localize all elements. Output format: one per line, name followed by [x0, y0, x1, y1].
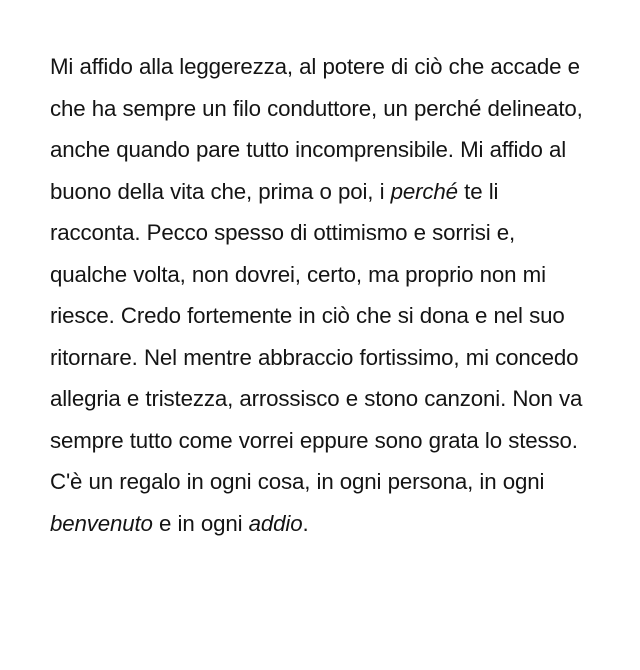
text-run: .	[302, 510, 309, 536]
text-run: Mi affido alla leggerezza, al potere di ciò che accade e che ha sempre un filo conduttore, un perché delineato, anche quando pare tutto incomprensibile. Mi affido al buono della vita che, prima o poi, i	[50, 54, 583, 204]
text-run: e in ogni	[152, 510, 249, 536]
emphasized-word: perché	[390, 178, 458, 204]
text-run: te li racconta. Pecco spesso di ottimismo e sorrisi e, qualche volta, non dovrei, certo, ma proprio non mi riesce. Credo fortemente in ciò che si dona e nel suo ritornare. Nel mentre abbraccio fortissimo, mi concedo allegria e tristezza, arrossisco e stono canzoni. Non va sempre tutto come vorrei eppure sono grata lo stesso. C'è un regalo in ogni cosa, in ogni persona, in ogni	[50, 178, 583, 495]
emphasized-word: addio	[248, 510, 303, 536]
passage-text	[50, 46, 592, 544]
emphasized-word: benvenuto	[50, 510, 153, 536]
